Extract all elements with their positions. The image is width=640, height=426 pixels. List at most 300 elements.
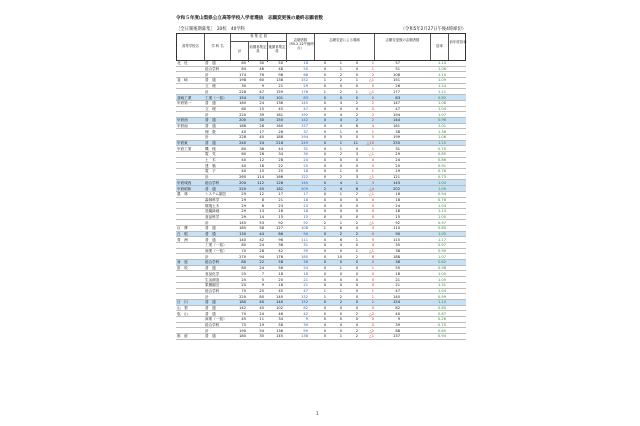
cell-course: 普 通 <box>205 305 216 310</box>
cell-change-3: 0 <box>355 294 358 299</box>
cell-change-net: △4 <box>368 186 374 191</box>
cell-final: 24 <box>395 158 400 163</box>
cell-ratio: 1.04 <box>437 180 446 185</box>
cell-change-net: △1 <box>368 175 374 180</box>
cell-capacity-a: 40 <box>259 300 264 305</box>
cell-school: 笛 吹 <box>177 266 188 271</box>
cell-capacity-a: 7 <box>261 271 264 276</box>
cell-change-1: 0 <box>323 129 326 134</box>
cell-change-3: 0 <box>355 305 358 310</box>
header-ratio: 倍率 <box>431 34 449 60</box>
cell-change-2: 4 <box>339 243 342 248</box>
cell-course: 普 通 <box>205 266 216 271</box>
cell-change-net: 5 <box>371 135 374 140</box>
cell-change-1: 0 <box>323 323 326 328</box>
cell-change-2: 0 <box>339 209 342 214</box>
cell-school: 甲府城西 <box>177 180 192 185</box>
cell-capacity-total: 60 <box>241 106 246 111</box>
cell-capacity-b: 98 <box>278 72 283 77</box>
cell-capacity-b: 45 <box>278 106 283 111</box>
cell-change-net: 0 <box>371 260 374 265</box>
cell-change-2: 2 <box>339 72 342 77</box>
cell-change-3: 0 <box>355 197 358 202</box>
cell-ratio: 1.05 <box>437 277 446 282</box>
cell-ratio: 1.01 <box>437 123 446 128</box>
cell-change-2: 0 <box>339 271 342 276</box>
cell-change-1: 0 <box>323 175 326 180</box>
cell-change-2: 0 <box>339 328 342 333</box>
cell-capacity-total: 228 <box>239 89 246 94</box>
cell-capacity-b: 86 <box>278 232 283 237</box>
header-prev: 前年度倍率 <box>449 40 467 44</box>
table-row <box>176 334 466 340</box>
cell-capacity-a: 12 <box>259 158 264 163</box>
cell-course: 計 <box>205 328 209 333</box>
cell-capacity-total: 80 <box>241 146 246 151</box>
cell-ratio: 0.62 <box>437 260 446 265</box>
cell-ratio: 1.04 <box>437 203 446 208</box>
cell-capacity-a: 5 <box>261 277 264 282</box>
cell-capacity-b: 58 <box>278 260 283 265</box>
cell-change-2: 1 <box>339 220 342 225</box>
cell-course: 食品科学 <box>205 214 220 219</box>
cell-applicants: 111 <box>301 237 308 242</box>
cell-capacity-total: 190 <box>239 328 246 333</box>
cell-change-net: 0 <box>371 95 374 100</box>
cell-applicants: 9 <box>305 317 308 322</box>
cell-applicants: 249 <box>301 141 308 146</box>
cell-change-2: 4 <box>339 112 342 117</box>
cell-applicants: 47 <box>303 106 308 111</box>
cell-change-1: 0 <box>323 317 326 322</box>
cell-capacity-b: 150 <box>276 118 283 123</box>
cell-applicants: 138 <box>301 334 308 339</box>
cell-change-3: 0 <box>355 106 358 111</box>
cell-applicants: 152 <box>301 300 308 305</box>
cell-final: 15 <box>395 214 400 219</box>
cell-course: 計 <box>205 89 209 94</box>
cell-change-3: 2 <box>355 334 358 339</box>
cell-change-net: 0 <box>371 203 374 208</box>
cell-change-1: 0 <box>323 118 326 123</box>
cell-change-3: 0 <box>355 61 358 66</box>
cell-final: 40 <box>395 311 400 316</box>
cell-capacity-total: 29 <box>241 209 246 214</box>
cell-change-3: 0 <box>355 84 358 89</box>
cell-change-2: 0 <box>339 106 342 111</box>
cell-capacity-total: 70 <box>241 249 246 254</box>
cell-capacity-total: 154 <box>239 95 246 100</box>
cell-applicants: 92 <box>303 220 308 225</box>
cell-school: 甲府工業 <box>177 146 192 151</box>
cell-change-net: △2 <box>368 311 374 316</box>
cell-capacity-total: 29 <box>241 197 246 202</box>
cell-change-3: 4 <box>355 226 358 231</box>
cell-applicants: 54 <box>303 266 308 271</box>
header-course: 学 科 名 <box>205 34 231 60</box>
cell-final: 121 <box>393 175 400 180</box>
cell-capacity-b: 50 <box>278 61 283 66</box>
cell-ratio: 1.06 <box>437 67 446 72</box>
cell-course: 文 理 <box>205 84 216 89</box>
cell-course: 普 通 <box>205 232 216 237</box>
cell-final: 47 <box>395 106 400 111</box>
cell-change-1: 1 <box>323 226 326 231</box>
cell-applicants: 24 <box>303 158 308 163</box>
cell-change-1: 0 <box>323 152 326 157</box>
cell-change-1: 0 <box>323 277 326 282</box>
cell-final: 29 <box>395 152 400 157</box>
cell-change-3: 2 <box>355 254 358 259</box>
cell-course: 総合学科 <box>205 288 220 293</box>
cell-change-net: 0 <box>371 277 374 282</box>
cell-final: 151 <box>393 78 400 83</box>
cell-capacity-b: 128 <box>276 180 283 185</box>
cell-final: 92 <box>395 220 400 225</box>
cell-capacity-total: 180 <box>239 300 246 305</box>
cell-change-1: 0 <box>323 203 326 208</box>
cell-ratio: 0.76 <box>437 169 446 174</box>
cell-change-3: 0 <box>355 277 358 282</box>
cell-change-net: 1 <box>371 67 374 72</box>
cell-final: 88 <box>395 328 400 333</box>
cell-capacity-total: 25 <box>241 277 246 282</box>
cell-change-3: 0 <box>355 158 358 163</box>
cell-course: 普 通 <box>205 61 216 66</box>
cell-applicants: 37 <box>303 129 308 134</box>
cell-change-net: 1 <box>371 266 374 271</box>
cell-applicants: 180 <box>301 254 308 259</box>
cell-final: 143 <box>393 180 400 185</box>
cell-change-1: 0 <box>323 180 326 185</box>
cell-final: 161 <box>393 123 400 128</box>
cell-change-1: 0 <box>323 141 326 146</box>
cell-applicants: 192 <box>301 112 308 117</box>
cell-capacity-a: 39 <box>259 112 264 117</box>
cell-capacity-total: 25 <box>241 283 246 288</box>
cell-change-net: 0 <box>371 323 374 328</box>
cell-change-net: 0 <box>371 283 374 288</box>
cell-capacity-a: 40 <box>259 135 264 140</box>
document-title: 令和５年度山梨県公立高等学校入学者選抜 志願変更後の最終志願者数 <box>176 16 324 21</box>
cell-capacity-total: 160 <box>239 101 246 106</box>
cell-change-2: 2 <box>339 175 342 180</box>
cell-course: 普 通 <box>205 78 216 83</box>
cell-capacity-total: 185 <box>239 226 246 231</box>
cell-final: 21 <box>395 277 400 282</box>
cell-final: 115 <box>393 237 400 242</box>
cell-capacity-a: 54 <box>259 328 264 333</box>
cell-capacity-total: 130 <box>239 232 246 237</box>
cell-applicants: 42 <box>303 311 308 316</box>
cell-capacity-b: 182 <box>276 186 283 191</box>
cell-change-2: 6 <box>339 226 342 231</box>
cell-ratio: 1.24 <box>437 84 446 89</box>
cell-change-2: 0 <box>339 277 342 282</box>
cell-capacity-total: 60 <box>241 152 246 157</box>
cell-capacity-b: 28 <box>278 158 283 163</box>
cell-capacity-b: 28 <box>278 129 283 134</box>
cell-change-2: 0 <box>339 249 342 254</box>
header-capacity-total: 計 <box>231 42 249 62</box>
cell-ratio: 1.06 <box>437 135 446 140</box>
cell-change-net: 0 <box>371 84 374 89</box>
cell-change-1: 0 <box>323 237 326 242</box>
document-scope: ［全日制後期募集］ 20校 40学科 <box>176 27 245 32</box>
cell-change-1: 0 <box>323 72 326 77</box>
cell-course: 環境土木 <box>205 203 220 208</box>
cell-capacity-a: 6 <box>261 203 264 208</box>
cell-ratio: 0.94 <box>437 334 446 339</box>
cell-change-1: 1 <box>323 294 326 299</box>
cell-applicants: 50 <box>303 67 308 72</box>
cell-capacity-a: 47 <box>259 89 264 94</box>
document-timestamp: （令和5年2月27日午後4時締切） <box>400 27 466 32</box>
cell-change-2: 6 <box>339 237 342 242</box>
header-applicants: 志願者数（R5.2.22午後時点） <box>287 34 315 60</box>
cell-change-net: △2 <box>368 328 374 333</box>
cell-change-3: 11 <box>353 141 358 146</box>
cell-change-3: 2 <box>355 192 358 197</box>
cell-change-net: 0 <box>371 197 374 202</box>
cell-capacity-a: 22 <box>259 260 264 265</box>
cell-change-net: 0 <box>371 209 374 214</box>
cell-final: 108 <box>393 72 400 77</box>
cell-change-3: 0 <box>355 300 358 305</box>
cell-course: 普 通 <box>205 311 216 316</box>
cell-change-3: 3 <box>355 175 358 180</box>
cell-change-2: 1 <box>339 61 342 66</box>
cell-change-3: 0 <box>355 163 358 168</box>
cell-capacity-a: 25 <box>259 288 264 293</box>
cell-applicants: 142 <box>301 118 308 123</box>
cell-final: 51 <box>395 67 400 72</box>
cell-change-net: △1 <box>368 89 374 94</box>
cell-change-1: 0 <box>323 106 326 111</box>
cell-change-net: 8 <box>371 254 374 259</box>
cell-change-1: 0 <box>323 135 326 140</box>
cell-course: 計 <box>205 135 209 140</box>
cell-ratio: 1.10 <box>437 72 446 77</box>
cell-ratio: 0.70 <box>437 146 446 151</box>
cell-school: 韮 崎 <box>177 78 188 83</box>
cell-capacity-total: 30 <box>241 84 246 89</box>
cell-capacity-a: 53 <box>259 95 264 100</box>
cell-applicants: 36 <box>303 260 308 265</box>
cell-change-2: 0 <box>339 311 342 316</box>
cell-capacity-a: 26 <box>259 152 264 157</box>
cell-change-net: 0 <box>371 271 374 276</box>
cell-change-2: 1 <box>339 141 342 146</box>
cell-change-2: 0 <box>339 197 342 202</box>
cell-applicants: 30 <box>303 152 308 157</box>
cell-change-2: 0 <box>339 95 342 100</box>
cell-ratio: 1.14 <box>437 61 446 66</box>
cell-change-net: △1 <box>368 249 374 254</box>
cell-change-3: 0 <box>355 169 358 174</box>
cell-final: 199 <box>393 135 400 140</box>
cell-change-net: 2 <box>371 72 374 77</box>
cell-capacity-total: 220 <box>239 294 246 299</box>
cell-change-1: 0 <box>323 334 326 339</box>
cell-change-net: 1 <box>371 288 374 293</box>
cell-final: 194 <box>393 112 400 117</box>
cell-change-net: 0 <box>371 232 374 237</box>
cell-change-1: 0 <box>323 84 326 89</box>
cell-change-1: 0 <box>323 243 326 248</box>
cell-change-2: 4 <box>339 118 342 123</box>
cell-capacity-b: 44 <box>278 146 283 151</box>
cell-ratio: 1.11 <box>437 89 446 94</box>
cell-capacity-total: 145 <box>239 220 246 225</box>
cell-capacity-a: 53 <box>259 220 264 225</box>
cell-capacity-total: 40 <box>241 163 246 168</box>
cell-final: 16 <box>395 192 400 197</box>
cell-change-3: 8 <box>355 123 358 128</box>
cell-course: 総合学科 <box>205 67 220 72</box>
cell-change-2: 1 <box>339 288 342 293</box>
cell-capacity-a: 28 <box>259 123 264 128</box>
cell-capacity-b: 176 <box>276 254 283 259</box>
cell-final: 18 <box>395 209 400 214</box>
cell-change-3: 1 <box>355 249 358 254</box>
cell-ratio: 1.10 <box>437 300 446 305</box>
cell-change-3: 2 <box>355 328 358 333</box>
cell-capacity-b: 18 <box>278 271 283 276</box>
cell-change-2: 0 <box>339 317 342 322</box>
cell-course: 商業（一括） <box>205 249 227 254</box>
cell-change-3: 0 <box>355 271 358 276</box>
cell-change-net: 1 <box>371 61 374 66</box>
cell-change-net: 3 <box>371 180 374 185</box>
cell-change-3: 0 <box>355 323 358 328</box>
cell-change-net: 0 <box>371 158 374 163</box>
cell-final: 18 <box>395 197 400 202</box>
cell-course: 普 通 <box>205 226 216 231</box>
cell-course: 計 <box>205 175 209 180</box>
cell-applicants: 39 <box>303 249 308 254</box>
cell-capacity-a: 11 <box>259 317 264 322</box>
cell-change-net: 4 <box>371 243 374 248</box>
cell-change-1: 0 <box>323 209 326 214</box>
cell-capacity-a: 36 <box>259 146 264 151</box>
cell-ratio: 0.98 <box>437 266 446 271</box>
cell-capacity-total: 198 <box>239 78 246 83</box>
cell-course: 機 械 <box>205 146 216 151</box>
cell-change-3: 0 <box>355 72 358 77</box>
cell-applicants: 68 <box>303 72 308 77</box>
cell-change-2: 1 <box>339 192 342 197</box>
cell-capacity-b: 36 <box>278 243 283 248</box>
cell-capacity-a: 24 <box>259 101 264 106</box>
cell-change-3: 0 <box>355 266 358 271</box>
cell-capacity-total: 29 <box>241 192 246 197</box>
cell-change-3: 0 <box>355 214 358 219</box>
cell-change-net: △1 <box>368 220 374 225</box>
cell-course: 電 子 <box>205 169 216 174</box>
cell-capacity-a: 45 <box>259 186 264 191</box>
cell-change-2: 0 <box>339 323 342 328</box>
cell-capacity-total: 75 <box>241 323 246 328</box>
cell-course: 工業（一括） <box>205 243 227 248</box>
cell-final: 140 <box>393 294 400 299</box>
cell-change-net: △1 <box>368 192 374 197</box>
cell-ratio: 0.70 <box>437 323 446 328</box>
cell-course: 普 通 <box>205 300 216 305</box>
cell-change-1: 0 <box>323 249 326 254</box>
cell-change-3: 0 <box>355 283 358 288</box>
cell-change-1: 0 <box>323 169 326 174</box>
cell-applicants: 178 <box>301 89 308 94</box>
cell-change-3: 1 <box>355 78 358 83</box>
cell-change-net: 2 <box>371 101 374 106</box>
cell-school: 農 林 <box>177 192 188 197</box>
cell-capacity-total: 200 <box>239 118 246 123</box>
cell-ratio: 0.78 <box>437 197 446 202</box>
cell-capacity-a: 12 <box>259 192 264 197</box>
cell-change-net: △1 <box>368 152 374 157</box>
cell-school: 韮崎工業 <box>177 95 192 100</box>
cell-change-2: 2 <box>339 152 342 157</box>
cell-final: 144 <box>393 118 400 123</box>
cell-capacity-total: 80 <box>241 266 246 271</box>
cell-capacity-a: 30 <box>259 118 264 123</box>
cell-change-3: 2 <box>355 112 358 117</box>
cell-change-3: 0 <box>355 135 358 140</box>
cell-course: 総合学科 <box>205 323 220 328</box>
cell-course: 文 理 <box>205 106 216 111</box>
cell-capacity-a: 13 <box>259 209 264 214</box>
cell-change-3: 0 <box>355 243 358 248</box>
cell-school: 甲府第一 <box>177 101 192 106</box>
cell-change-2: 0 <box>339 283 342 288</box>
cell-capacity-a: 9 <box>261 283 264 288</box>
cell-ratio: 0.80 <box>437 226 446 231</box>
cell-course: 工業（一括） <box>205 95 227 100</box>
cell-change-1: 0 <box>323 232 326 237</box>
cell-change-2: 0 <box>339 214 342 219</box>
cell-applicants: 18 <box>303 61 308 66</box>
cell-final: 55 <box>395 266 400 271</box>
cell-capacity-total: 270 <box>239 254 246 259</box>
cell-change-1: 0 <box>323 158 326 163</box>
cell-change-3: 0 <box>355 67 358 72</box>
cell-capacity-b: 16 <box>278 209 283 214</box>
cell-capacity-total: 240 <box>239 141 246 146</box>
cell-course: 普 通 <box>205 141 216 146</box>
cell-change-1: 0 <box>323 146 326 151</box>
cell-final: 9 <box>397 317 400 322</box>
cell-course: 総合学科 <box>205 180 220 185</box>
cell-capacity-b: 42 <box>278 249 283 254</box>
cell-change-2: 1 <box>339 266 342 271</box>
cell-change-1: 0 <box>323 305 326 310</box>
cell-change-3: 2 <box>355 101 358 106</box>
header-school: 高等学校名 <box>177 34 205 60</box>
cell-applicants: 18 <box>303 209 308 214</box>
cell-ratio: 0.82 <box>437 95 446 100</box>
cell-final: 38 <box>395 249 400 254</box>
cell-change-1: 0 <box>323 260 326 265</box>
cell-capacity-b: 92 <box>278 220 283 225</box>
cell-capacity-a: 46 <box>259 67 264 72</box>
cell-final: 18 <box>395 271 400 276</box>
cell-capacity-b: 140 <box>276 294 283 299</box>
cell-applicants: 145 <box>301 101 308 106</box>
cell-final: 21 <box>395 283 400 288</box>
table-body <box>176 61 466 340</box>
cell-change-1: 2 <box>323 186 326 191</box>
